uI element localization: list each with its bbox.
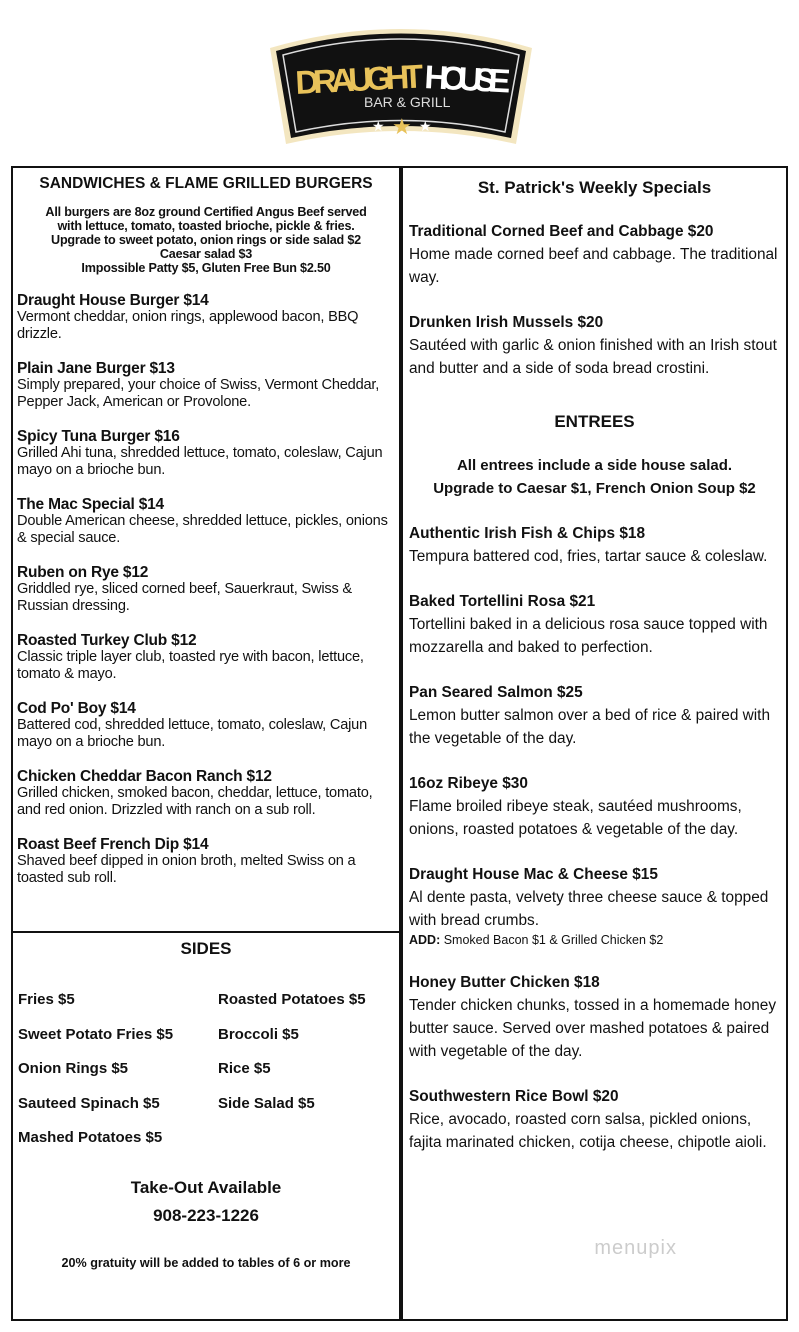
entrees-heading: ENTREES	[554, 412, 635, 431]
item-title: Southwestern Rice Bowl $20	[409, 1088, 619, 1105]
side-item: Fries $5	[18, 991, 75, 1008]
side-item: Sweet Potato Fries $5	[18, 1025, 174, 1043]
item-description: Tender chicken chunks, tossed in a homemade honey butter sauce. Served over mashed potatoes & paired with vegetable of the day.	[409, 997, 777, 1060]
note-line: Upgrade to sweet potato, onion rings or side salad $2	[51, 233, 361, 247]
item-description: Classic triple layer club, toasted rye with bacon, lettuce, tomato & mayo.	[17, 649, 364, 682]
note-line: All entrees include a side house salad.	[456, 457, 733, 474]
side-item: Mashed Potatoes $5	[18, 1129, 163, 1146]
specials-entrees-section	[401, 168, 786, 1319]
burger-notes	[13, 205, 399, 275]
menu-item	[17, 360, 395, 411]
item-description: Vermont cheddar, onion rings, applewood bacon, BBQ drizzle.	[17, 309, 359, 342]
item-title: Baked Tortellini Rosa $21	[409, 593, 596, 610]
svg-text:★: ★	[372, 118, 385, 134]
menu-item	[17, 496, 395, 547]
side-item: Roasted Potatoes $5	[218, 991, 366, 1008]
item-description: Sautéed with garlic & onion finished with an Irish stout and butter and a side of soda bread crostini.	[409, 337, 777, 377]
item-description: Lemon butter salmon over a bed of rice & paired with the vegetable of the day.	[409, 707, 771, 747]
item-title: Chicken Cheddar Bacon Ranch $12	[17, 768, 272, 785]
item-description: Grilled chicken, smoked bacon, cheddar, lettuce, tomato, and red onion. Drizzled with ranch on a sub roll.	[17, 785, 373, 818]
item-title: Draught House Burger $14	[17, 292, 209, 309]
item-title: Roasted Turkey Club $12	[17, 632, 197, 649]
item-description: Tempura battered cod, fries, tartar sauce & coleslaw.	[409, 548, 768, 565]
menu-item	[17, 768, 395, 819]
note-line: All burgers are 8oz ground Certified Angus Beef served	[45, 205, 367, 219]
gratuity-note: 20% gratuity will be added to tables of 6 or more	[61, 1256, 351, 1270]
entrees-notes	[409, 454, 780, 500]
menu-item	[17, 564, 395, 615]
takeout-info	[13, 1174, 399, 1230]
item-title: Drunken Irish Mussels $20	[409, 314, 604, 331]
item-description: Simply prepared, your choice of Swiss, Vermont Cheddar, Pepper Jack, American or Provolone.	[17, 377, 380, 410]
sandwiches-section	[13, 168, 401, 931]
watermark: menupix	[594, 1237, 677, 1259]
item-description: Rice, avocado, roasted corn salsa, pickled onions, fajita marinated chicken, cotija cheese, chipotle aioli.	[409, 1111, 767, 1151]
svg-text:★: ★	[392, 114, 412, 139]
note-line: Upgrade to Caesar $1, French Onion Soup $2	[433, 480, 756, 497]
menu-item	[409, 863, 780, 949]
note-line: with lettuce, tomato, toasted brioche, pickle & fries.	[57, 219, 355, 233]
logo	[268, 18, 534, 146]
menu-item	[409, 220, 780, 289]
item-addons	[409, 932, 780, 949]
menu-item	[409, 772, 780, 841]
item-title: Authentic Irish Fish & Chips $18	[409, 525, 646, 542]
item-description: Tortellini baked in a delicious rosa sauce topped with mozzarella and baked to perfection.	[409, 616, 768, 656]
svg-text:★: ★	[419, 118, 432, 134]
item-title: Plain Jane Burger $13	[17, 360, 175, 377]
menu-item	[17, 428, 395, 479]
sides-heading: SIDES	[180, 939, 232, 958]
item-title: 16oz Ribeye $30	[409, 775, 528, 792]
note-line: Caesar salad $3	[159, 247, 253, 261]
side-item: Rice $5	[218, 1060, 271, 1077]
item-description: Shaved beef dipped in onion broth, melted Swiss on a toasted sub roll.	[17, 853, 356, 886]
item-description: Battered cod, shredded lettuce, tomato, coleslaw, Cajun mayo on a brioche bun.	[17, 717, 368, 750]
side-item: Sauteed Spinach $5	[18, 1094, 160, 1112]
item-title: The Mac Special $14	[17, 496, 164, 513]
sides-section	[13, 931, 401, 1319]
menu-item	[409, 590, 780, 659]
svg-text:HOUSE: HOUSE	[423, 58, 512, 100]
menu-item	[409, 311, 780, 380]
item-title: Pan Seared Salmon $25	[409, 684, 583, 701]
item-title: Spicy Tuna Burger $16	[17, 428, 180, 445]
item-title: Honey Butter Chicken $18	[409, 974, 600, 991]
section-heading: SANDWICHES & FLAME GRILLED BURGERS	[39, 175, 373, 192]
side-item: Side Salad $5	[218, 1094, 315, 1112]
menu-item	[409, 1085, 780, 1154]
item-title: Ruben on Rye $12	[17, 564, 149, 581]
side-item: Broccoli $5	[218, 1025, 299, 1043]
menu-item	[409, 522, 780, 568]
takeout-label: Take-Out Available	[130, 1178, 282, 1197]
menu-item	[409, 681, 780, 750]
menu-item	[409, 971, 780, 1063]
item-title: Traditional Corned Beef and Cabbage $20	[409, 223, 714, 240]
menu-item	[17, 292, 395, 343]
menu-frame	[11, 166, 788, 1321]
item-title: Cod Po' Boy $14	[17, 700, 136, 717]
item-description: Al dente pasta, velvety three cheese sauce & topped with bread crumbs.	[409, 889, 769, 929]
specials-heading: St. Patrick's Weekly Specials	[477, 178, 712, 197]
note-line: Impossible Patty $5, Gluten Free Bun $2.50	[81, 261, 331, 275]
addon-label: ADD:	[409, 933, 441, 947]
item-title: Roast Beef French Dip $14	[17, 836, 209, 853]
side-item: Onion Rings $5	[18, 1060, 129, 1077]
menu-item	[17, 632, 395, 683]
item-description: Griddled rye, sliced corned beef, Sauerkraut, Swiss & Russian dressing.	[17, 581, 352, 614]
item-description: Grilled Ahi tuna, shredded lettuce, tomato, coleslaw, Cajun mayo on a brioche bun.	[17, 445, 383, 478]
item-description: Flame broiled ribeye steak, sautéed mushrooms, onions, roasted potatoes & vegetable of the day.	[409, 798, 742, 838]
svg-text:DRAUGHT: DRAUGHT	[294, 57, 425, 101]
menu-item	[17, 700, 395, 751]
addon-text: Smoked Bacon $1 & Grilled Chicken $2	[440, 933, 664, 947]
item-title: Draught House Mac & Cheese $15	[409, 866, 658, 883]
phone-number: 908-223-1226	[153, 1206, 259, 1225]
svg-text:BAR & GRILL: BAR & GRILL	[364, 94, 451, 110]
item-description: Home made corned beef and cabbage. The traditional way.	[409, 246, 778, 286]
item-description: Double American cheese, shredded lettuce, pickles, onions & special sauce.	[17, 513, 388, 546]
menu-item	[17, 836, 395, 887]
